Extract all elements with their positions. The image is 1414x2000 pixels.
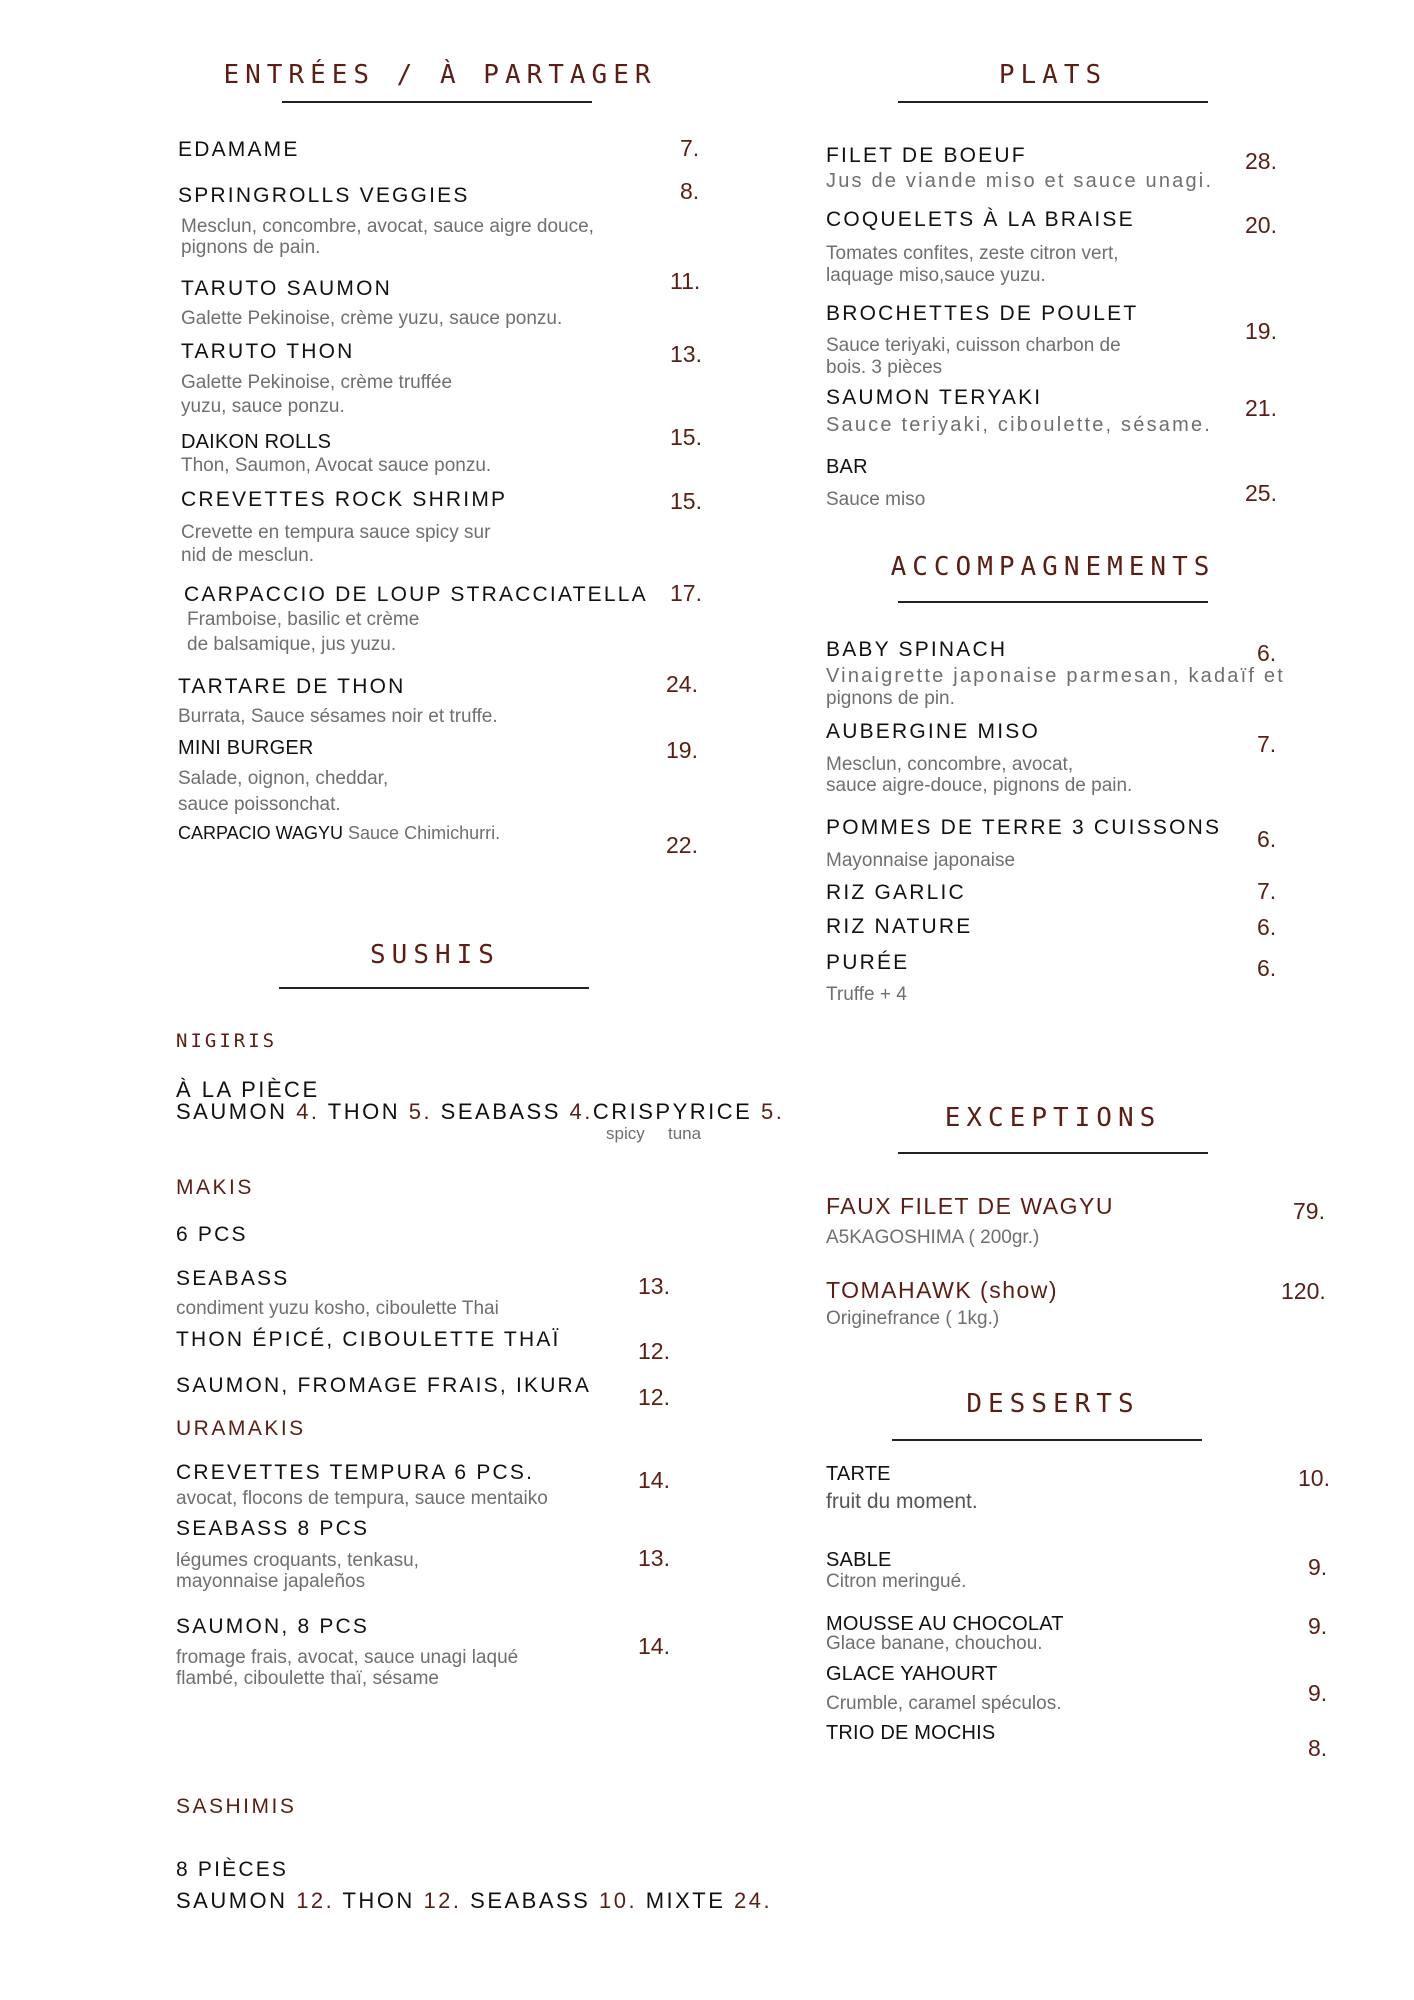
makis-6-pcs: 6 PCS: [176, 1223, 248, 1246]
section-title-entrees: ENTRÉES / À PARTAGER: [223, 60, 657, 90]
item-desc-mini-burger-2: sauce poissonchat.: [178, 794, 341, 815]
acc-name-baby-spinach: BABY SPINACH: [826, 638, 1008, 661]
acc-price-puree: 6.: [1257, 955, 1277, 981]
item-name-mini-burger: MINI BURGER: [178, 737, 314, 759]
plat-desc-filet: Jus de viande miso et sauce unagi.: [826, 170, 1214, 192]
acc-desc-puree: Truffe + 4: [826, 984, 907, 1005]
item-desc-mini-burger-1: Salade, oignon, cheddar,: [178, 768, 389, 789]
nigiri-crispyrice-price: 5.: [760, 1099, 785, 1124]
section-title-sushis: SUSHIS: [370, 940, 500, 970]
nigiri-seabass-price: 4.: [569, 1099, 593, 1124]
sashimi-price-line: [176, 1888, 772, 1914]
item-price-carpacio-wagyu: 22.: [666, 832, 698, 858]
acc-name-pommes: POMMES DE TERRE 3 CUISSONS: [826, 816, 1222, 839]
section-rule-exceptions: [898, 1152, 1208, 1154]
item-desc-carpaccio-loup-2: de balsamique, jus yuzu.: [187, 634, 397, 655]
item-name-taruto-thon: TARUTO THON: [181, 340, 355, 363]
uramaki-price-seabass: 13.: [638, 1545, 670, 1571]
item-price-taruto-thon: 13.: [670, 341, 702, 367]
exception-name-wagyu: FAUX FILET DE WAGYU: [826, 1193, 1114, 1219]
uramaki-desc-crevettes: avocat, flocons de tempura, sauce mentaiko: [176, 1488, 548, 1509]
item-desc-springrolls-2: pignons de pain.: [181, 237, 321, 258]
maki-price-seabass: 13.: [638, 1273, 670, 1299]
maki-price-thon: 12.: [638, 1338, 670, 1364]
plat-desc-coquelets-2: laquage miso,sauce yuzu.: [826, 265, 1046, 286]
sashimi-8-pieces: 8 PIÈCES: [176, 1858, 289, 1881]
acc-desc-aubergine-1: Mesclun, concombre, avocat,: [826, 754, 1074, 775]
dessert-desc-mousse: Glace banane, chouchou.: [826, 1633, 1043, 1654]
uramaki-desc-seabass-2: mayonnaise japaleños: [176, 1571, 366, 1592]
nigiri-spicy-label: spicy: [606, 1124, 645, 1143]
item-price-crevettes: 15.: [670, 488, 702, 514]
item-name-carpaccio-loup: CARPACCIO DE LOUP STRACCIATELLA: [184, 583, 648, 606]
maki-name-thon: THON ÉPICÉ, CIBOULETTE THAÏ: [176, 1328, 561, 1351]
acc-price-riz-nature: 6.: [1257, 914, 1277, 940]
uramaki-name-saumon: SAUMON, 8 PCS: [176, 1615, 370, 1638]
sashimi-mixte-price: 24.: [734, 1888, 773, 1913]
exception-price-wagyu: 79.: [1293, 1198, 1325, 1224]
item-price-taruto-saumon: 11.: [670, 268, 701, 294]
dessert-name-sable: SABLE: [826, 1549, 892, 1571]
item-desc-crevettes-2: nid de mesclun.: [181, 545, 315, 566]
nigiri-a-la-piece: À LA PIÈCE: [176, 1077, 320, 1102]
plat-price-coquelets: 20.: [1245, 212, 1277, 238]
nigiri-saumon-price: 4.: [296, 1099, 320, 1124]
plat-price-bar: 25.: [1245, 480, 1277, 506]
acc-name-aubergine: AUBERGINE MISO: [826, 720, 1040, 743]
item-name-tartare-thon: TARTARE DE THON: [178, 675, 406, 698]
sashimi-saumon-price: 12.: [296, 1888, 335, 1913]
plat-price-brochettes: 19.: [1245, 318, 1277, 344]
dessert-price-tarte: 10.: [1298, 1465, 1330, 1491]
section-title-accompagnements: ACCOMPAGNEMENTS: [890, 552, 1216, 582]
section-rule-entrees: [282, 101, 592, 103]
dessert-name-tarte: TARTE: [826, 1463, 891, 1485]
item-desc-crevettes-1: Crevette en tempura sauce spicy sur: [181, 522, 491, 543]
sashimi-thon: THON: [334, 1888, 424, 1913]
item-desc-daikon: Thon, Saumon, Avocat sauce ponzu.: [181, 455, 492, 476]
nigiri-thon-price: 5.: [408, 1099, 433, 1124]
acc-desc-aubergine-2: sauce aigre-douce, pignons de pain.: [826, 775, 1133, 796]
uramaki-desc-seabass-1: légumes croquants, tenkasu,: [176, 1550, 419, 1571]
exception-desc-tomahawk: Originefrance ( 1kg.): [826, 1308, 1000, 1329]
nigiri-tuna-label: tuna: [668, 1124, 702, 1143]
exception-price-tomahawk: 120.: [1281, 1278, 1326, 1304]
plat-desc-coquelets-1: Tomates confites, zeste citron vert,: [826, 243, 1119, 264]
uramaki-price-saumon: 14.: [638, 1633, 670, 1659]
item-price-mini-burger: 19.: [666, 737, 698, 763]
dessert-name-glace: GLACE YAHOURT: [826, 1663, 998, 1685]
item-name-crevettes: CREVETTES ROCK SHRIMP: [181, 488, 508, 511]
uramaki-name-crevettes: CREVETTES TEMPURA 6 PCS.: [176, 1461, 535, 1484]
item-desc-tartare-thon: Burrata, Sauce sésames noir et truffe.: [178, 706, 498, 727]
sashimi-seabass-price: 10.: [598, 1888, 638, 1913]
dessert-price-sable: 9.: [1308, 1554, 1328, 1580]
nigiri-crispyrice: CRISPYRICE: [592, 1099, 761, 1124]
exception-desc-wagyu: A5KAGOSHIMA ( 200gr.): [826, 1227, 1040, 1248]
item-price-springrolls: 8.: [680, 178, 700, 204]
item-desc-carpaccio-loup-1: Framboise, basilic et crème: [187, 609, 420, 630]
maki-name-seabass: SEABASS: [176, 1267, 290, 1290]
item-name-daikon: DAIKON ROLLS: [181, 431, 332, 453]
plat-price-filet: 28.: [1245, 148, 1277, 174]
uramaki-name-seabass: SEABASS 8 PCS: [176, 1517, 370, 1540]
acc-name-riz-garlic: RIZ GARLIC: [826, 881, 966, 904]
plat-name-filet: FILET DE BOEUF: [826, 144, 1027, 167]
maki-desc-seabass: condiment yuzu kosho, ciboulette Thai: [176, 1298, 499, 1319]
dessert-price-glace: 9.: [1308, 1680, 1328, 1706]
section-rule-sushis: [279, 987, 589, 989]
subsection-sashimis: SASHIMIS: [176, 1795, 297, 1818]
item-desc-springrolls-1: Mesclun, concombre, avocat, sauce aigre douce,: [181, 216, 594, 237]
section-title-exceptions: EXCEPTIONS: [944, 1103, 1162, 1133]
acc-price-aubergine: 7.: [1257, 731, 1277, 757]
item-name-taruto-saumon: TARUTO SAUMON: [181, 277, 392, 300]
dessert-desc-sable: Citron meringué.: [826, 1571, 967, 1592]
sashimi-mixte: MIXTE: [637, 1888, 735, 1913]
item-name-carpacio-wagyu: CARPACIO WAGYU: [178, 823, 344, 843]
plat-desc-brochettes-2: bois. 3 pièces: [826, 357, 943, 378]
item-name-springrolls: SPRINGROLLS VEGGIES: [178, 184, 470, 207]
nigiri-price-line: [176, 1099, 784, 1125]
sashimi-thon-price: 12.: [423, 1888, 462, 1913]
plat-name-coquelets: COQUELETS À LA BRAISE: [826, 208, 1135, 231]
item-price-tartare-thon: 24.: [666, 671, 698, 697]
plat-name-brochettes: BROCHETTES DE POULET: [826, 302, 1139, 325]
dessert-desc-tarte: fruit du moment.: [826, 1490, 978, 1513]
dessert-name-mousse: MOUSSE AU CHOCOLAT: [826, 1613, 1064, 1635]
sashimi-saumon: SAUMON: [176, 1888, 297, 1913]
uramaki-desc-saumon-1: fromage frais, avocat, sauce unagi laqué: [176, 1647, 519, 1668]
acc-price-baby-spinach: 6.: [1257, 640, 1277, 666]
item-desc-carpacio-wagyu: Sauce Chimichurri.: [348, 823, 501, 843]
section-rule-accompagnements: [898, 601, 1208, 603]
item-desc-taruto-thon-2: yuzu, sauce ponzu.: [181, 396, 345, 417]
sashimi-seabass: SEABASS: [461, 1888, 599, 1913]
plat-name-bar: BAR: [826, 456, 868, 478]
plat-desc-saumon-teryaki: Sauce teriyaki, ciboulette, sésame.: [826, 414, 1213, 436]
uramaki-desc-saumon-2: flambé, ciboulette thaï, sésame: [176, 1668, 439, 1689]
maki-name-saumon: SAUMON, FROMAGE FRAIS, IKURA: [176, 1374, 592, 1397]
section-title-plats: PLATS: [998, 60, 1108, 90]
acc-name-riz-nature: RIZ NATURE: [826, 915, 973, 938]
item-desc-taruto-thon-1: Galette Pekinoise, crème truffée: [181, 372, 453, 393]
dessert-desc-glace: Crumble, caramel spéculos.: [826, 1693, 1062, 1714]
section-rule-plats: [898, 101, 1208, 103]
acc-name-puree: PURÉE: [826, 951, 910, 974]
item-price-daikon: 15.: [670, 424, 702, 450]
section-rule-desserts: [892, 1439, 1202, 1441]
acc-desc-baby-spinach-2: pignons de pin.: [826, 688, 955, 709]
dessert-name-trio: TRIO DE MOCHIS: [826, 1722, 996, 1744]
maki-price-saumon: 12.: [638, 1384, 670, 1410]
acc-desc-baby-spinach-1: Vinaigrette japonaise parmesan, kadaïf et: [826, 665, 1285, 687]
plat-price-saumon-teryaki: 21.: [1245, 395, 1277, 421]
subsection-uramakis: URAMAKIS: [176, 1417, 306, 1440]
subsection-makis: MAKIS: [176, 1176, 254, 1199]
dessert-price-trio: 8.: [1308, 1735, 1328, 1761]
exception-name-tomahawk: TOMAHAWK (show): [826, 1277, 1059, 1303]
uramaki-price-crevettes: 14.: [638, 1467, 670, 1493]
plat-desc-brochettes-1: Sauce teriyaki, cuisson charbon de: [826, 335, 1121, 356]
item-price-edamame: 7.: [680, 135, 700, 161]
item-desc-taruto-saumon: Galette Pekinoise, crème yuzu, sauce ponzu.: [181, 308, 563, 329]
nigiri-thon: THON: [319, 1099, 409, 1124]
nigiri-seabass: SEABASS: [432, 1099, 570, 1124]
plat-desc-bar: Sauce miso: [826, 489, 926, 510]
acc-desc-pommes: Mayonnaise japonaise: [826, 850, 1016, 871]
nigiri-saumon: SAUMON: [176, 1099, 297, 1124]
acc-price-riz-garlic: 7.: [1257, 878, 1277, 904]
dessert-price-mousse: 9.: [1308, 1613, 1328, 1639]
plat-name-saumon-teryaki: SAUMON TERYAKI: [826, 386, 1043, 409]
section-title-desserts: DESSERTS: [966, 1389, 1140, 1419]
acc-price-pommes: 6.: [1257, 826, 1277, 852]
subsection-nigiris: NIGIRIS: [176, 1030, 278, 1052]
item-name-edamame: EDAMAME: [178, 138, 300, 161]
item-carpacio-wagyu: [178, 823, 500, 844]
item-price-carpaccio-loup: 17.: [670, 580, 702, 606]
